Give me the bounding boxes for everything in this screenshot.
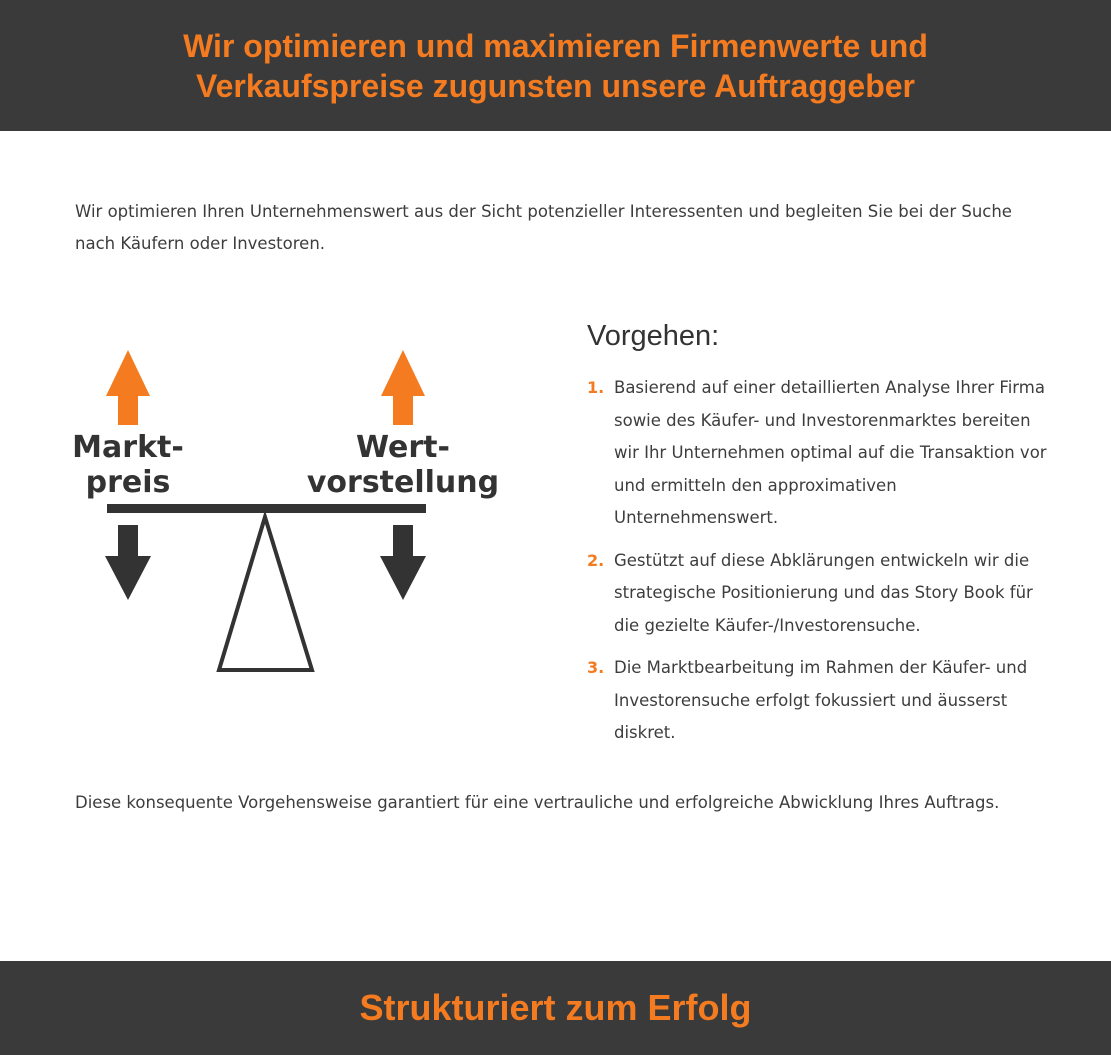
section-title: Strukturiert zum Erfolg <box>359 987 752 1028</box>
step-number: 1. <box>587 378 605 397</box>
top-banner <box>0 0 1111 131</box>
process-section <box>587 318 1047 760</box>
step-text: Die Marktbearbeitung im Rahmen der Käufer- und Investorensuche erfolgt fokussiert und äusserst diskret. <box>614 658 1028 742</box>
intro-paragraph: Wir optimieren Ihren Unternehmenswert aus der Sicht potenzieller Interessenten und begleiten Sie bei der Suche nach Käufern oder Investoren. <box>75 202 1012 253</box>
closing-paragraph: Diese konsequente Vorgehensweise garantiert für eine vertrauliche und erfolgreiche Abwicklung Ihres Auftrags. <box>75 793 1000 812</box>
bottom-banner <box>0 961 1111 1055</box>
left-arrow-up-icon <box>106 350 150 425</box>
list-item <box>587 372 1047 535</box>
page-title: Wir optimieren und maximieren Firmenwerte und Verkaufspreise zugunsten unsere Auftraggeber <box>183 27 928 104</box>
left-label-line2: preis <box>85 465 171 500</box>
right-label-line1: Wert- <box>356 430 450 465</box>
right-arrow-up-icon <box>381 350 425 425</box>
seesaw-graphic <box>60 330 520 690</box>
process-heading: Vorgehen: <box>587 320 720 352</box>
process-steps-list <box>587 372 1047 750</box>
list-item <box>587 545 1047 643</box>
left-arrow-down-icon <box>105 525 151 600</box>
right-arrow-down-icon <box>380 525 426 600</box>
seesaw-illustration <box>60 330 520 690</box>
step-text: Gestützt auf diese Abklärungen entwickeln wir die strategische Positionierung und das Story Book für die gezielte Käufer-/Investorensuche. <box>614 550 1033 635</box>
list-item <box>587 652 1047 750</box>
left-label-line1: Markt- <box>72 430 184 465</box>
step-number: 2. <box>587 550 605 570</box>
seesaw-beam <box>107 504 426 513</box>
triangle-fulcrum <box>219 517 312 670</box>
right-label-line2: vorstellung <box>306 465 500 500</box>
step-text: Basierend auf einer detaillierten Analyse Ihrer Firma sowie des Käufer- und Investorenmarktes bereiten wir Ihr Unternehmen optimal auf die Transaktion vor und ermitteln den approximativen Unternehmenswert. <box>614 378 1047 527</box>
step-number: 3. <box>587 658 605 677</box>
